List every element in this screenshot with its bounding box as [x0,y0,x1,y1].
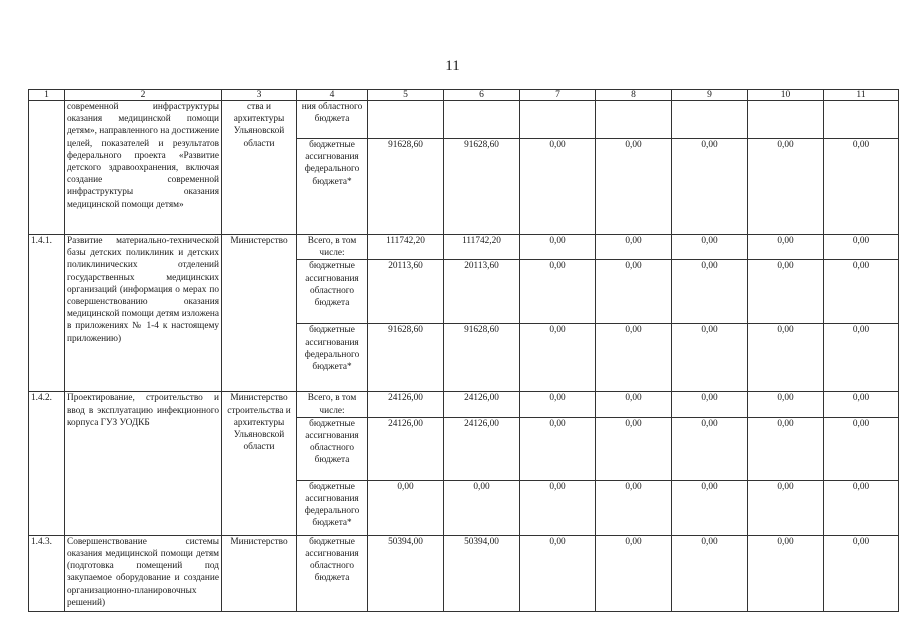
executor: Министерство строительства и архитектуры Ульяновской области [222,392,297,535]
amount-cell: 24126,00 [444,392,520,417]
amount-cell: 0,00 [672,235,748,260]
amount-cell [444,101,520,139]
amount-cell: 111742,20 [368,235,444,260]
amount-cell: 0,00 [596,260,672,324]
funding-source: бюджетные ассигнования федерального бюджета* [297,324,368,392]
amount-cell: 24126,00 [368,417,444,480]
funding-source: бюджетные ассигнования областного бюджета [297,535,368,611]
table-row [29,535,899,611]
amount-cell: 0,00 [520,417,596,480]
header-cell-6: 6 [444,90,520,101]
funding-source: бюджетные ассигнования областного бюджета [297,260,368,324]
header-cell-2: 2 [65,90,222,101]
amount-cell: 111742,20 [444,235,520,260]
measure-name: современной инфраструктуры оказания медицинской помощи детям», направленного на достижение целей, показателей и результатов федерального проекта «Развитие детского здравоохранения, включая создание современной инфраструктуры оказания медицинской помощи детям» [65,101,222,235]
executor: Министерство [222,535,297,611]
amount-cell: 0,00 [824,324,899,392]
header-row [29,90,899,101]
amount-cell: 0,00 [748,392,824,417]
header-cell-11: 11 [824,90,899,101]
amount-cell: 91628,60 [444,139,520,235]
header-cell-4: 4 [297,90,368,101]
amount-cell: 0,00 [672,392,748,417]
amount-cell: 0,00 [596,235,672,260]
table-row [29,392,899,417]
amount-cell [748,101,824,139]
row-number: 1.4.3. [29,535,65,611]
header-cell-3: 3 [222,90,297,101]
funding-source: ния областного бюджета [297,101,368,139]
amount-cell: 20113,60 [444,260,520,324]
amount-cell: 0,00 [520,480,596,535]
amount-cell: 20113,60 [368,260,444,324]
amount-cell [368,101,444,139]
amount-cell: 0,00 [672,260,748,324]
amount-cell: 24126,00 [368,392,444,417]
table-row [29,101,899,139]
amount-cell [672,101,748,139]
amount-cell: 0,00 [824,260,899,324]
amount-cell: 0,00 [596,417,672,480]
amount-cell: 0,00 [824,235,899,260]
page-number: 11 [445,58,460,74]
header-cell-5: 5 [368,90,444,101]
funding-source: бюджетные ассигнования федерального бюджета* [297,139,368,235]
amount-cell: 0,00 [520,392,596,417]
amount-cell: 0,00 [520,324,596,392]
amount-cell: 0,00 [824,480,899,535]
amount-cell: 0,00 [672,417,748,480]
amount-cell: 0,00 [444,480,520,535]
amount-cell [824,101,899,139]
executor: Министерство [222,235,297,392]
amount-cell: 0,00 [596,535,672,611]
budget-table [28,89,899,612]
amount-cell: 91628,60 [444,324,520,392]
amount-cell: 0,00 [596,392,672,417]
amount-cell: 0,00 [748,417,824,480]
amount-cell [596,101,672,139]
header-cell-1: 1 [29,90,65,101]
amount-cell: 50394,00 [368,535,444,611]
header-cell-10: 10 [748,90,824,101]
amount-cell: 0,00 [748,324,824,392]
amount-cell: 0,00 [520,139,596,235]
amount-cell: 0,00 [368,480,444,535]
row-number: 1.4.1. [29,235,65,392]
amount-cell: 0,00 [748,480,824,535]
row-number: 1.4.2. [29,392,65,535]
amount-cell: 0,00 [748,235,824,260]
funding-source: Всего, в том числе: [297,392,368,417]
measure-name: Совершенствование системы оказания медицинской помощи детям (подготовка помещений под закупаемое оборудование и создание организационно-планировочных решений) [65,535,222,611]
executor: ства и архитектуры Ульяновской области [222,101,297,235]
measure-name: Проектирование, строительство и ввод в эксплуатацию инфекционного корпуса ГУЗ УОДКБ [65,392,222,535]
amount-cell: 0,00 [596,324,672,392]
amount-cell: 0,00 [748,139,824,235]
header-cell-9: 9 [672,90,748,101]
header-cell-7: 7 [520,90,596,101]
amount-cell: 0,00 [824,535,899,611]
amount-cell: 0,00 [672,139,748,235]
funding-source: бюджетные ассигнования федерального бюджета* [297,480,368,535]
amount-cell: 0,00 [520,535,596,611]
amount-cell: 50394,00 [444,535,520,611]
amount-cell [520,101,596,139]
amount-cell: 0,00 [748,260,824,324]
measure-name: Развитие материально-технической базы детских поликлиник и детских поликлинических отделений государственных медицинских организаций (информация о мерах по совершенствованию оказания медицинской помощи детям изложена в приложениях № 1-4 к настоящему приложению) [65,235,222,392]
amount-cell: 0,00 [520,260,596,324]
funding-source: Всего, в том числе: [297,235,368,260]
funding-source: бюджетные ассигнования областного бюджета [297,417,368,480]
amount-cell: 91628,60 [368,324,444,392]
amount-cell: 0,00 [520,235,596,260]
amount-cell: 0,00 [672,324,748,392]
table-row [29,235,899,260]
amount-cell: 91628,60 [368,139,444,235]
amount-cell: 0,00 [748,535,824,611]
amount-cell: 24126,00 [444,417,520,480]
row-number [29,101,65,235]
amount-cell: 0,00 [824,417,899,480]
amount-cell: 0,00 [672,535,748,611]
amount-cell: 0,00 [596,139,672,235]
amount-cell: 0,00 [596,480,672,535]
header-cell-8: 8 [596,90,672,101]
amount-cell: 0,00 [672,480,748,535]
amount-cell: 0,00 [824,392,899,417]
amount-cell: 0,00 [824,139,899,235]
